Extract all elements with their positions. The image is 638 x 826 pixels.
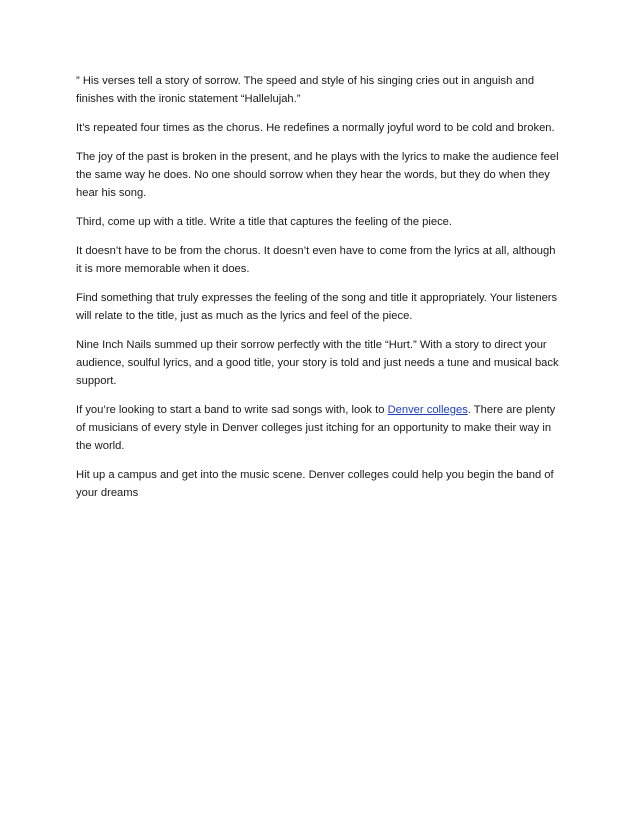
paragraph: Hit up a campus and get into the music scene. Denver colleges could help you begin the band of your dreams: [76, 469, 554, 499]
document-body: [76, 72, 562, 513]
denver-colleges-link[interactable]: Denver colleges: [387, 404, 468, 416]
paragraph: Third, come up with a title. Write a title that captures the feeling of the piece.: [76, 216, 453, 228]
paragraph-text-before-link: If you’re looking to start a band to write sad songs with, look to: [76, 404, 388, 416]
paragraph-text-after-link: . There are plenty of musicians of every style in Denver colleges just itching for an opportunity to make their way in the world.: [76, 404, 556, 452]
paragraph: It doesn’t have to be from the chorus. It doesn’t even have to come from the lyrics at all, although it is more memorable when it does.: [76, 245, 556, 275]
paragraph: The joy of the past is broken in the present, and he plays with the lyrics to make the audience feel the same way he does. No one should sorrow when they hear the words, but they do when they hear his song.: [76, 151, 559, 199]
paragraph-with-link: [76, 401, 562, 455]
paragraph: ” His verses tell a story of sorrow. The speed and style of his singing cries out in anguish and finishes with the ironic statement “Hallelujah.”: [76, 75, 535, 105]
paragraph: It’s repeated four times as the chorus. He redefines a normally joyful word to be cold and broken.: [76, 122, 555, 134]
paragraph: Nine Inch Nails summed up their sorrow perfectly with the title “Hurt.” With a story to direct your audience, soulful lyrics, and a good title, your story is told and just needs a tune and musical back support.: [76, 339, 559, 387]
paragraph: Find something that truly expresses the feeling of the song and title it appropriately. Your listeners will relate to the title, just as much as the lyrics and feel of the piece.: [76, 292, 558, 322]
